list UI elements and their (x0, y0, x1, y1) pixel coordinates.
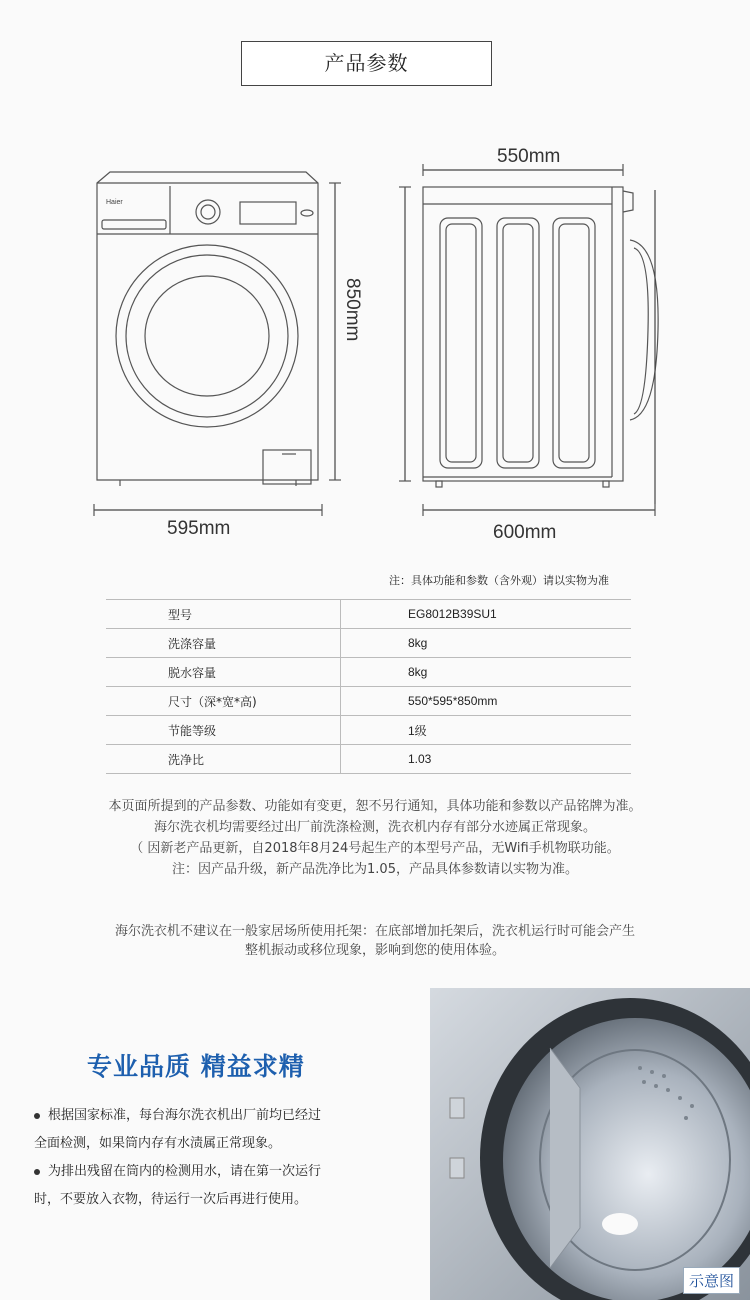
bullet-text: 为排出残留在筒内的检测用水，请在第一次运行 (48, 1164, 322, 1179)
door-ring (116, 245, 298, 427)
table-row (106, 600, 631, 629)
drum-illustration (430, 988, 750, 1300)
bullet-icon (34, 1169, 40, 1175)
illustration-badge: 示意图 (683, 1267, 740, 1294)
spec-label: 节能等级 (106, 716, 341, 745)
disclaimer-line: 海尔洗衣机均需要经过出厂前洗涤检测，洗衣机内存有部分水迹属正常现象。 (153, 820, 596, 835)
table-row (106, 745, 631, 774)
table-row (106, 716, 631, 745)
table-row (106, 658, 631, 687)
dimension-diagram (0, 130, 750, 550)
table-row (106, 687, 631, 716)
spec-value: 1.03 (341, 745, 632, 774)
program-knob (196, 200, 220, 224)
feature-title: 专业品质 精益求精 (87, 1052, 305, 1081)
spec-value: EG8012B39SU1 (341, 600, 632, 629)
disclaimer-line: 注：因产品升级，新产品洗净比为1.05，产品具体参数请以实物为准。 (172, 862, 578, 877)
disclaimer-block (0, 796, 750, 880)
feature-bullets (34, 1102, 321, 1214)
washer-side-body (423, 187, 623, 481)
brand-logo: Haier (106, 199, 123, 206)
spec-label: 洗净比 (106, 745, 341, 774)
disclaimer-line: （ 因新老产品更新，自2018年8月24号起生产的本型号产品，无Wifi手机物联功能。 (130, 841, 620, 856)
spec-label: 脱水容量 (106, 658, 341, 687)
bullet-icon (34, 1113, 40, 1119)
drum-photo (430, 988, 750, 1300)
bullet-text: 根据国家标准，每台海尔洗衣机出厂前均已经过 (48, 1108, 322, 1123)
spec-value: 8kg (341, 658, 632, 687)
spec-table (106, 599, 631, 774)
filter-cover (263, 450, 311, 484)
spec-label: 尺寸（深*宽*高) (106, 687, 341, 716)
width-595-label: 595mm (167, 518, 231, 539)
spec-value: 8kg (341, 629, 632, 658)
spec-value: 550*595*850mm (341, 687, 632, 716)
spec-label: 洗涤容量 (106, 629, 341, 658)
warning-line: 整机振动或移位现象，影响到您的使用体验。 (244, 943, 505, 958)
washer-front-body (97, 172, 318, 480)
door-glass (145, 276, 269, 396)
spec-value: 1级 (341, 716, 632, 745)
appearance-note: 注：具体功能和参数（含外观）请以实物为准 (389, 574, 609, 587)
bullet-text: 时，不要放入衣物，待运行一次后再进行使用。 (34, 1192, 308, 1207)
warning-line: 海尔洗衣机不建议在一般家居场所使用托架：在底部增加托架后，洗衣机运行时可能会产生 (114, 924, 635, 939)
table-row (106, 629, 631, 658)
bullet-text: 全面检测，如果筒内存有水渍属正常现象。 (34, 1136, 282, 1151)
bracket-warning (0, 922, 750, 960)
spec-label: 型号 (106, 600, 341, 629)
depth-600-label: 600mm (493, 522, 557, 543)
disclaimer-line: 本页面所提到的产品参数、功能如有变更，恕不另行通知，具体功能和参数以产品铭牌为准。 (108, 799, 642, 814)
height-850-label: 850mm (342, 278, 363, 342)
section-title: 产品参数 (241, 41, 492, 86)
depth-550-label: 550mm (497, 146, 561, 167)
